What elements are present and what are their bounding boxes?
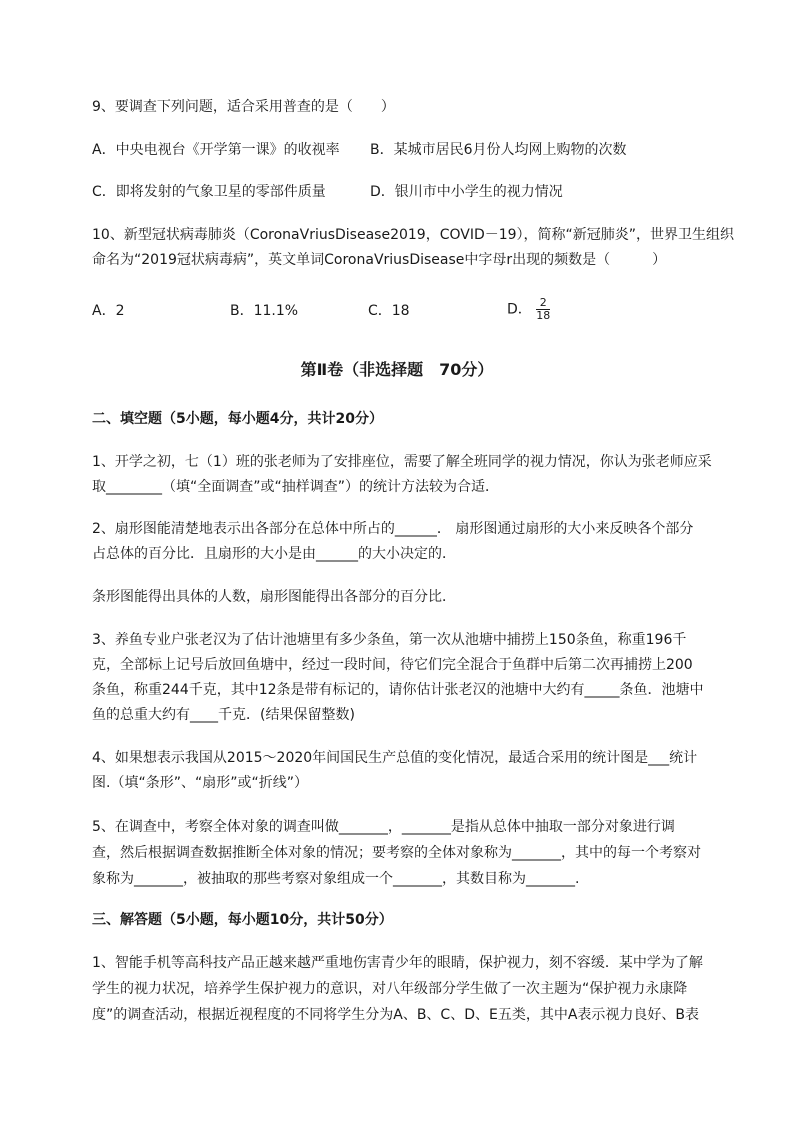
q9-option-a: A．中央电视台《开学第一课》的收视率 — [92, 142, 340, 158]
section-fill-title: 二、填空题（5小题，每小题4分，共计20分） — [92, 411, 383, 427]
q10-option-b: B．11.1% — [230, 303, 299, 319]
fill-q5-line2: 查，然后根据调查数据推断全体对象的情况；要考察的全体对象称为_______，其中的每一个考察对 — [92, 845, 701, 861]
fraction-numerator: 2 — [536, 297, 550, 310]
fill-q1-line1: 1、开学之初，七（1）班的张老师为了安排座位，需要了解全班同学的视力情况，你认为张老师应采 — [92, 454, 712, 470]
q9-option-c: C．即将发射的气象卫星的零部件质量 — [92, 184, 326, 200]
fill-q3-line4: 鱼的总重大约有____千克．(结果保留整数) — [92, 707, 355, 723]
fill-q1-line2: 取________（填“全面调查”或“抽样调查”）的统计方法较为合适． — [92, 479, 500, 495]
q10-option-d-fraction — [536, 297, 550, 322]
q10-stem-line2: 命名为“2019冠状病毒病”，英文单词CoronaVriusDisease中字母r出现的频数是（ ） — [92, 252, 667, 268]
solve-q1-line1: 1、智能手机等高科技产品正越来越严重地伤害青少年的眼睛，保护视力，刻不容缓．某中学为了解 — [92, 955, 703, 971]
fill-q2-line3: 条形图能得出具体的人数，扇形图能得出各部分的百分比． — [92, 589, 456, 605]
fill-q4-line2: 图.（填“条形”、“扇形”或“折线”） — [92, 775, 308, 791]
solve-q1-line2: 学生的视力状况，培养学生保护视力的意识，对八年级部分学生做了一次主题为“保护视力永康降 — [92, 981, 688, 997]
q9-option-b: B．某城市居民6月份人均网上购物的次数 — [370, 142, 627, 158]
part-two-title: 第Ⅱ卷（非选择题 70分） — [300, 360, 494, 379]
solve-q1-line3: 度”的调查活动，根据近视程度的不同将学生分为A、B、C、D、E五类，其中A表示视力良好、B表 — [92, 1007, 700, 1023]
fill-q3-line2: 克，全部标上记号后放回鱼塘中，经过一段时间，待它们完全混合于鱼群中后第二次再捕捞上200 — [92, 657, 693, 673]
fill-q2-line1: 2、扇形图能清楚地表示出各部分在总体中所占的______． 扇形图通过扇形的大小来反映各个部分 — [92, 521, 694, 537]
q10-option-d-label: D． — [507, 301, 532, 318]
q10-option-d — [507, 297, 550, 322]
fill-q5-line3: 象称为_______，被抽取的那些考察对象组成一个_______，其数目称为_______. — [92, 871, 580, 887]
fill-q2-line2: 占总体的百分比．且扇形的大小是由______的大小决定的． — [92, 546, 456, 562]
q9-option-d: D．银川市中小学生的视力情况 — [370, 184, 563, 200]
fill-q4-line1: 4、如果想表示我国从2015～2020年间国民生产总值的变化情况，最适合采用的统计图是___统计 — [92, 750, 698, 766]
fraction-denominator: 18 — [536, 309, 551, 322]
q10-option-c: C．18 — [368, 303, 410, 319]
q10-stem-line1: 10、新型冠状病毒肺炎（CoronaVriusDisease2019，COVID－19），简称“新冠肺炎”，世界卫生组织 — [92, 227, 735, 243]
fill-q5-line1: 5、在调查中，考察全体对象的调查叫做_______，_______是指从总体中抽取一部分对象进行调 — [92, 819, 675, 835]
section-solve-title: 三、解答题（5小题，每小题10分，共计50分） — [92, 912, 393, 928]
q9-stem: 9、要调查下列问题，适合采用普查的是（ ） — [92, 99, 395, 115]
fill-q3-line1: 3、养鱼专业户张老汉为了估计池塘里有多少条鱼，第一次从池塘中捕捞上150条鱼，称重196千 — [92, 632, 687, 648]
fill-q3-line3: 条鱼，称重244千克，其中12条是带有标记的，请你估计张老汉的池塘中大约有_____条鱼．池塘中 — [92, 682, 704, 698]
q10-option-a: A．2 — [92, 303, 125, 319]
